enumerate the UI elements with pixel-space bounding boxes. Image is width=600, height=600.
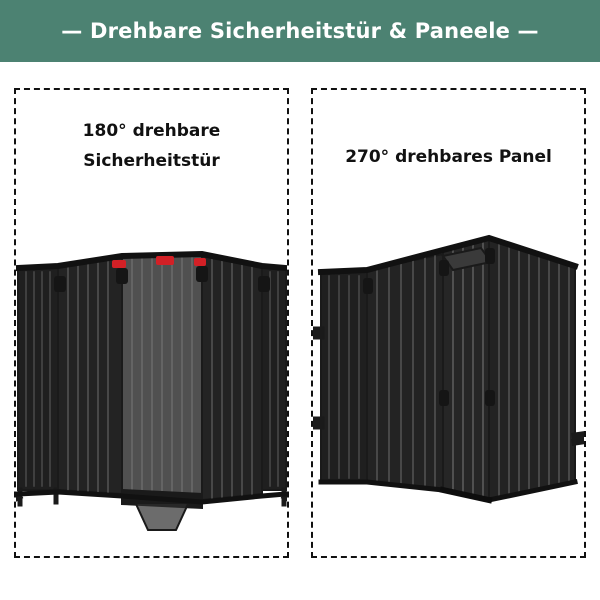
panel-right-product-image: [313, 90, 584, 556]
panel-right-caption-line1: 270° drehbares Panel: [345, 147, 552, 167]
panel-left-product-image: [16, 90, 287, 556]
panel-left-caption-line2: Sicherheitstür: [83, 151, 220, 171]
header-banner: [0, 0, 600, 62]
panel-left: [14, 88, 289, 558]
panel-left-caption-line1: 180° drehbare: [82, 121, 221, 141]
panel-right: [311, 88, 586, 558]
page-title: — Drehbare Sicherheitstür & Paneele —: [61, 19, 539, 43]
